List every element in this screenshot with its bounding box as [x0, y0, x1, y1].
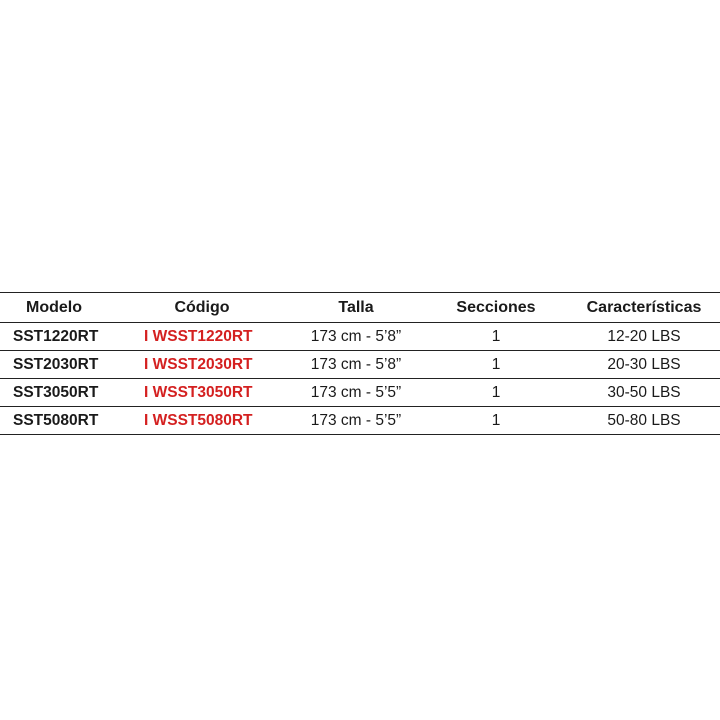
table-row: [0, 379, 720, 407]
cell-secciones: 1: [491, 355, 501, 373]
header-row: [0, 293, 720, 323]
header-modelo: Modelo: [26, 298, 82, 316]
cell-caracteristicas: 50-80 LBS: [607, 411, 681, 429]
table-row: [0, 407, 720, 435]
header-talla: Talla: [338, 298, 374, 316]
table-header: [0, 293, 720, 323]
cell-modelo: SST2030RT: [13, 355, 99, 373]
header-secciones: Secciones: [456, 298, 536, 316]
cell-caracteristicas: 12-20 LBS: [607, 327, 681, 345]
cell-talla: 173 cm - 5’8”: [310, 355, 402, 373]
table-body: [0, 323, 720, 435]
cell-codigo: I WSST5080RT: [144, 411, 253, 429]
cell-secciones: 1: [491, 327, 501, 345]
cell-talla: 173 cm - 5’5”: [310, 383, 402, 401]
cell-talla: 173 cm - 5’5”: [310, 411, 402, 429]
cell-codigo: I WSST1220RT: [144, 327, 253, 345]
cell-secciones: 1: [491, 383, 501, 401]
cell-codigo: I WSST2030RT: [144, 355, 253, 373]
spec-table: [0, 292, 720, 435]
cell-caracteristicas: 20-30 LBS: [607, 355, 681, 373]
cell-modelo: SST5080RT: [13, 411, 99, 429]
cell-talla: 173 cm - 5’8”: [310, 327, 402, 345]
cell-secciones: 1: [491, 411, 501, 429]
cell-modelo: SST3050RT: [13, 383, 99, 401]
table-row: [0, 351, 720, 379]
cell-modelo: SST1220RT: [13, 327, 99, 345]
cell-caracteristicas: 30-50 LBS: [607, 383, 681, 401]
table-row: [0, 323, 720, 351]
header-caracteristicas: Características: [586, 298, 702, 316]
cell-codigo: I WSST3050RT: [144, 383, 253, 401]
header-codigo: Código: [174, 298, 230, 316]
